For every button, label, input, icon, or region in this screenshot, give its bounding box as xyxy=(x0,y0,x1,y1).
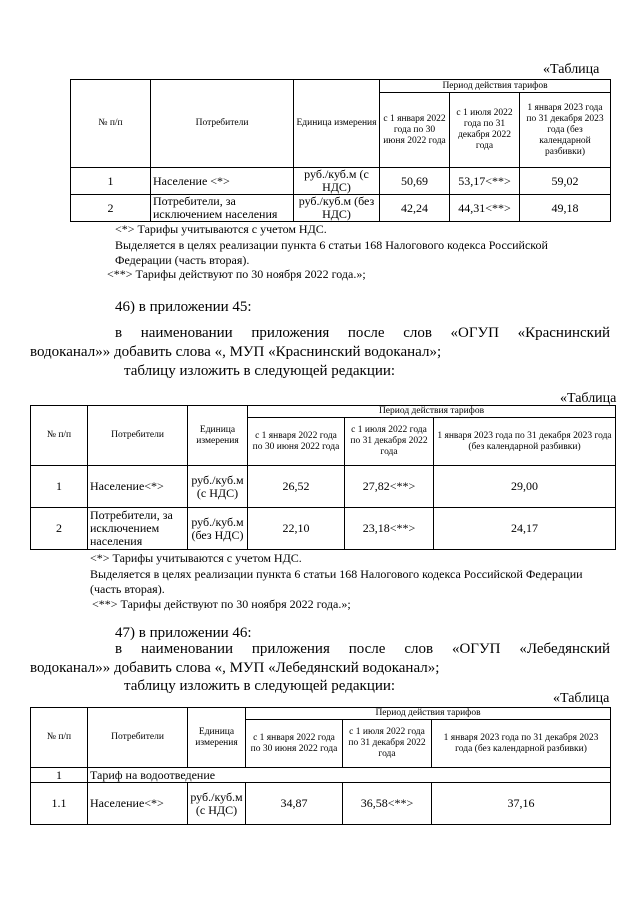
section-row-num: 1 xyxy=(31,768,88,783)
header-period-1: с 1 января 2022 года по 30 июня 2022 года xyxy=(248,418,345,466)
header-unit: Единица измерения xyxy=(294,80,380,168)
table-row xyxy=(31,783,611,825)
table-row xyxy=(71,168,611,195)
table2-note-2: Выделяется в целях реализации пункта 6 статьи 168 Налогового кодекса Российской Федерации (часть вторая). xyxy=(90,567,583,596)
header-period: Период действия тарифов xyxy=(248,406,616,418)
header-period-2: с 1 июля 2022 года по 31 декабря 2022 года xyxy=(450,93,520,168)
table2-caption: «Таблица xyxy=(560,391,617,406)
row-value-1: 42,24 xyxy=(380,195,450,222)
row-unit: руб./куб.м (с НДС) xyxy=(188,783,246,825)
table-row xyxy=(31,466,616,508)
header-period-1: с 1 января 2022 года по 30 июня 2022 года xyxy=(246,720,343,768)
row-value-1: 50,69 xyxy=(380,168,450,195)
row-num: 2 xyxy=(71,195,151,222)
header-unit: Единица измерения xyxy=(188,708,246,768)
section46-line1: в наименовании приложения после слов «ОГУП «Краснинский xyxy=(115,325,610,341)
table3-caption: «Таблица xyxy=(553,691,610,706)
section-row xyxy=(31,768,611,783)
section46-title: 46) в приложении 45: xyxy=(115,299,252,315)
row-num: 2 xyxy=(31,508,88,550)
row-unit: руб./куб.м (без НДС) xyxy=(188,508,248,550)
row-value-3: 37,16 xyxy=(432,783,611,825)
row-num: 1 xyxy=(31,466,88,508)
row-unit: руб./куб.м (без НДС) xyxy=(294,195,380,222)
row-num: 1 xyxy=(71,168,151,195)
row-consumer: Потребители, за исключением населения xyxy=(88,508,188,550)
table1-note-2: Выделяется в целях реализации пункта 6 статьи 168 Налогового кодекса Российской Федерации (часть вторая). xyxy=(115,238,548,267)
section-row-label: Тариф на водоотведение xyxy=(88,768,611,783)
table-row xyxy=(71,195,611,222)
row-consumer: Потребители, за исключением населения xyxy=(151,195,294,222)
header-period-3: 1 января 2023 года по 31 декабря 2023 года (без календарной разбивки) xyxy=(434,418,616,466)
row-value-2: 23,18<**> xyxy=(345,508,434,550)
row-value-1: 26,52 xyxy=(248,466,345,508)
row-consumer: Население<*> xyxy=(88,466,188,508)
row-num: 1.1 xyxy=(31,783,88,825)
header-num: № п/п xyxy=(31,708,88,768)
row-value-2: 36,58<**> xyxy=(343,783,432,825)
header-period: Период действия тарифов xyxy=(380,80,611,93)
header-consumers: Потребители xyxy=(88,406,188,466)
table-row xyxy=(31,508,616,550)
row-consumer: Население <*> xyxy=(151,168,294,195)
row-unit: руб./куб.м (с НДС) xyxy=(188,466,248,508)
section46-line3: таблицу изложить в следующей редакции: xyxy=(124,363,396,379)
section47-line1: в наименовании приложения после слов «ОГУП «Лебедянский xyxy=(115,641,610,657)
row-value-3: 29,00 xyxy=(434,466,616,508)
section46-line2: водоканал»» добавить слова «, МУП «Краснинский водоканал»; xyxy=(30,344,442,360)
header-consumers: Потребители xyxy=(151,80,294,168)
header-period-3: 1 января 2023 года по 31 декабря 2023 года (без календарной разбивки) xyxy=(520,93,611,168)
row-unit: руб./куб.м (с НДС) xyxy=(294,168,380,195)
section47-line3: таблицу изложить в следующей редакции: xyxy=(124,678,396,694)
table1-note-3: <**> Тарифы действуют по 30 ноября 2022 года.»; xyxy=(107,267,366,281)
row-value-2: 53,17<**> xyxy=(450,168,520,195)
tariff-table-3 xyxy=(30,707,611,825)
table2-note-3: <**> Тарифы действуют по 30 ноября 2022 года.»; xyxy=(92,597,351,611)
header-period-1: с 1 января 2022 года по 30 июня 2022 года xyxy=(380,93,450,168)
header-period: Период действия тарифов xyxy=(246,708,611,720)
section47-line2: водоканал»» добавить слова «, МУП «Лебедянский водоканал»; xyxy=(30,660,440,676)
table2-note-1: <*> Тарифы учитываются с учетом НДС. xyxy=(90,551,302,565)
header-period-2: с 1 июля 2022 года по 31 декабря 2022 года xyxy=(343,720,432,768)
row-value-2: 44,31<**> xyxy=(450,195,520,222)
header-period-3: 1 января 2023 года по 31 декабря 2023 года (без календарной разбивки) xyxy=(432,720,611,768)
row-value-3: 59,02 xyxy=(520,168,611,195)
row-value-1: 22,10 xyxy=(248,508,345,550)
row-value-1: 34,87 xyxy=(246,783,343,825)
header-unit: Единица измерения xyxy=(188,406,248,466)
row-value-3: 24,17 xyxy=(434,508,616,550)
section47-title: 47) в приложении 46: xyxy=(115,625,252,641)
table1-note-1: <*> Тарифы учитываются с учетом НДС. xyxy=(115,222,327,236)
table1-caption: «Таблица xyxy=(543,62,600,77)
row-value-3: 49,18 xyxy=(520,195,611,222)
header-period-2: с 1 июля 2022 года по 31 декабря 2022 года xyxy=(345,418,434,466)
row-value-2: 27,82<**> xyxy=(345,466,434,508)
row-consumer: Население<*> xyxy=(88,783,188,825)
header-num: № п/п xyxy=(71,80,151,168)
tariff-table-2 xyxy=(30,405,616,550)
header-consumers: Потребители xyxy=(88,708,188,768)
header-num: № п/п xyxy=(31,406,88,466)
tariff-table-1 xyxy=(70,79,611,222)
